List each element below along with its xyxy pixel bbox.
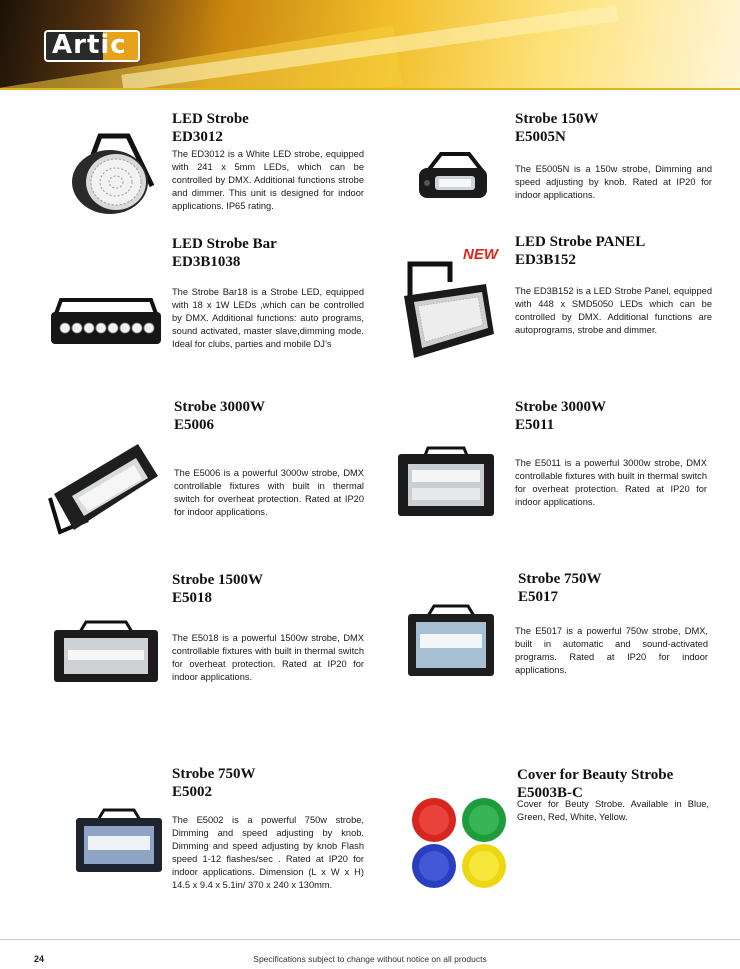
product-code: E5011 (515, 417, 555, 433)
product-description: The E5006 is a powerful 3000w strobe, DMX controllable fixtures with built in thermal switch for overheat protection. Rated at IP20 for indoor applications. (174, 468, 364, 517)
product-description: The E5002 is a powerful 750w strobe, Dimming and speed adjusting by knob. Dimming and speed adjusting by knob Flash speed 1-12 flashes/sec . Rated at IP20 for indoor applications. Dimension (L x W x H) 14.5 x 9.4 x 5.1in/ 370 x 240 x 130mm. (172, 815, 364, 890)
product-code: ED3B152 (515, 252, 576, 268)
footer-note: Specifications subject to change without notice on all products (253, 954, 487, 964)
product-description: The ED3012 is a White LED strobe, equipped with 241 x 5mm LEDs, which can be controlled by DMX. Additional functions strobe and dimmer. This unit is designed for indoor applications. IP65 rating. (172, 149, 364, 211)
product-description: The E5018 is a powerful 1500w strobe, DMX controllable fixtures with built in thermal switch for overheat protection. Rated at IP20 for indoor applications. (172, 633, 364, 682)
product-title: LED Strobe PANEL (515, 234, 646, 250)
product-description: The ED3B152 is a LED Strobe Panel, equipped with 448 x SMD5050 LEDs which can be controlled by DMX. Additional functions are autoprograms, strobe and dimmer. (515, 286, 712, 335)
product-card-e5006 (174, 398, 364, 519)
product-title: Strobe 750W (518, 571, 602, 587)
new-badge: NEW (463, 246, 498, 263)
product-code: E5005N (515, 129, 566, 145)
product-code: E5002 (172, 784, 213, 800)
strobe-3000w-e5011-image (394, 446, 498, 522)
led-strobe-bar-image (47, 292, 165, 354)
product-description: The E5017 is a powerful 750w strobe, DMX, built in automatic and sound-activated programs. Rated at IP20 for indoor applications. (515, 626, 708, 675)
product-title: Strobe 150W (515, 111, 599, 127)
product-title: Strobe 750W (172, 766, 256, 782)
header-banner (0, 0, 740, 90)
product-code: E5017 (518, 589, 559, 605)
product-title: Strobe 3000W (174, 399, 265, 415)
product-title: Cover for Beauty Strobe (517, 767, 674, 783)
footer-divider (0, 939, 740, 940)
product-code: ED3012 (172, 129, 223, 145)
product-card-e5005n (515, 110, 712, 202)
product-title: Strobe 1500W (172, 572, 263, 588)
led-strobe-panel-image (398, 260, 502, 362)
product-card-ed3b152 (515, 233, 712, 337)
product-card-ed3b1038 (172, 235, 364, 351)
product-title: LED Strobe (172, 111, 249, 127)
product-code: E5018 (172, 590, 213, 606)
product-description: Cover for Beuty Strobe. Available in Blue, Green, Red, White, Yellow. (517, 799, 709, 822)
strobe-1500w-image (50, 620, 162, 686)
brand-logo-text: Artic (52, 30, 127, 60)
page-number: 24 (34, 954, 45, 964)
product-description: The E5005N is a 150w strobe, Dimming and speed adjusting by knob. Rated at IP20 for indoor applications. (515, 164, 712, 200)
strobe-750w-e5002-image (72, 808, 166, 876)
strobe-3000w-e5006-image (46, 440, 166, 536)
product-description: The Strobe Bar18 is a Strobe LED, equipped with 18 x 1W LEDs ,which can be controlled by DMX. Additional functions: auto programs, sound activated, master slave,dimming mode. Ideal for clubs, parties and mobile DJ’s (172, 287, 364, 349)
strobe-750w-e5017-image (404, 604, 498, 680)
brand-logo (44, 30, 140, 62)
product-card-e5003b-c (517, 766, 709, 824)
banner-divider (0, 88, 740, 90)
product-card-e5017 (515, 570, 708, 677)
product-title: LED Strobe Bar (172, 236, 277, 252)
strobe-150w-image (413, 150, 493, 206)
product-card-ed3012 (172, 110, 364, 213)
color-covers-image (406, 796, 512, 892)
led-strobe-image (60, 130, 160, 218)
product-title: Strobe 3000W (515, 399, 606, 415)
product-code: E5003B-C (517, 785, 583, 801)
product-description: The E5011 is a powerful 3000w strobe, DMX controllable fixtures with built in thermal switch for overheat protection. Rated at IP20 for indoor applications. (515, 458, 707, 507)
product-code: ED3B1038 (172, 254, 241, 270)
product-card-e5018 (172, 571, 364, 684)
product-card-e5002 (172, 765, 364, 892)
product-card-e5011 (515, 398, 707, 509)
product-code: E5006 (174, 417, 215, 433)
